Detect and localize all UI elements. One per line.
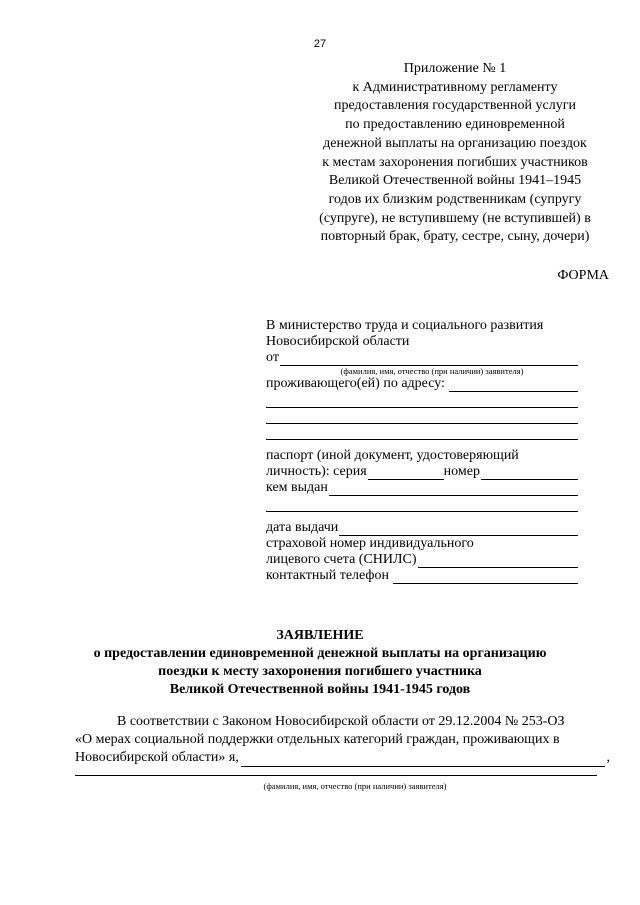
passport-series-row — [266, 464, 578, 480]
recipient-block — [266, 318, 578, 584]
statement-subtitle-3: Великой Отечественной войны 1941-1945 годов — [169, 682, 471, 697]
body-line-3 — [75, 749, 610, 767]
phone-label: контактный телефон — [266, 568, 389, 583]
applicant-hint: (фамилия, имя, отчество (при наличии) заявителя) — [263, 781, 447, 791]
appendix-line: Великой Отечественной войны 1941–1945 — [328, 173, 582, 189]
appendix-line: Приложение № 1 — [403, 61, 507, 76]
body-line-2: «О мерах социальной поддержки отдельных категорий граждан, проживающих в — [75, 732, 560, 747]
snils-row-1: страховой номер индивидуального — [266, 536, 474, 551]
appendix-header — [300, 60, 610, 247]
statement-title: ЗАЯВЛЕНИЕ — [276, 628, 364, 643]
snils-row — [266, 552, 578, 568]
form-label: ФОРМА — [557, 268, 609, 283]
statement-body — [75, 713, 610, 767]
snils-label: лицевого счета (СНИЛС) — [266, 552, 417, 567]
snils-field[interactable] — [418, 555, 579, 568]
statement-subtitle-1: о предоставлении единовременной денежной выплаты на организацию — [93, 646, 547, 661]
number-field[interactable] — [481, 467, 578, 480]
appendix-line: повторный брак, брату, сестре, сыну, дочери) — [320, 229, 590, 245]
issued-by-row — [266, 480, 578, 496]
series-field[interactable] — [368, 467, 444, 480]
recipient-ministry: В министерство труда и социального развития — [266, 318, 544, 333]
appendix-line: годов их близким родственникам (супругу — [328, 191, 582, 207]
issue-date-label: дата выдачи — [266, 520, 339, 535]
appendix-line: предоставления государственной услуги — [334, 98, 576, 114]
passport-row: паспорт (иной документ, удостоверяющий — [266, 448, 519, 463]
issue-date-field[interactable] — [339, 523, 578, 536]
appendix-line: к Административному регламенту — [352, 79, 558, 95]
applicant-name-field[interactable] — [241, 753, 605, 767]
address-label: проживающего(ей) по адресу: — [266, 376, 445, 391]
address-line-3[interactable] — [266, 408, 578, 424]
issued-by-line-2[interactable] — [266, 496, 578, 512]
from-hint: (фамилия, имя, отчество (при наличии) заявителя) — [340, 366, 524, 376]
statement-title-block — [0, 627, 640, 699]
phone-field[interactable] — [393, 571, 578, 584]
applicant-name-line[interactable] — [75, 775, 597, 776]
phone-row — [266, 568, 578, 584]
body-line-1: В соответствии с Законом Новосибирской области от 29.12.2004 № 253-ОЗ — [117, 714, 565, 729]
appendix-line: (супруге), не вступившему (не вступившей) в — [319, 210, 591, 226]
from-field[interactable] — [280, 353, 578, 366]
page-number: 27 — [313, 38, 327, 50]
from-row — [266, 350, 578, 366]
recipient-region: Новосибирской области — [266, 334, 410, 349]
number-label: номер — [443, 464, 480, 479]
appendix-line: к местам захоронения погибших участников — [322, 154, 588, 170]
issued-by-label: кем выдан — [266, 480, 328, 495]
issued-by-field[interactable] — [329, 483, 578, 496]
series-label: личность): серия — [266, 464, 367, 479]
address-field[interactable] — [449, 379, 578, 392]
statement-subtitle-2: поездки к месту захоронения погибшего участника — [158, 664, 482, 679]
appendix-line: по предоставлению единовременной — [345, 117, 565, 133]
body-line-3-prefix: Новосибирской области» я, — [75, 750, 239, 765]
from-label: от — [266, 350, 279, 365]
appendix-line: денежной выплаты на организацию поездок — [323, 135, 587, 151]
address-line-4[interactable] — [266, 424, 578, 440]
body-line-3-suffix: , — [606, 750, 610, 765]
address-line-2[interactable] — [266, 392, 578, 408]
address-row — [266, 376, 578, 392]
issue-date-row — [266, 520, 578, 536]
